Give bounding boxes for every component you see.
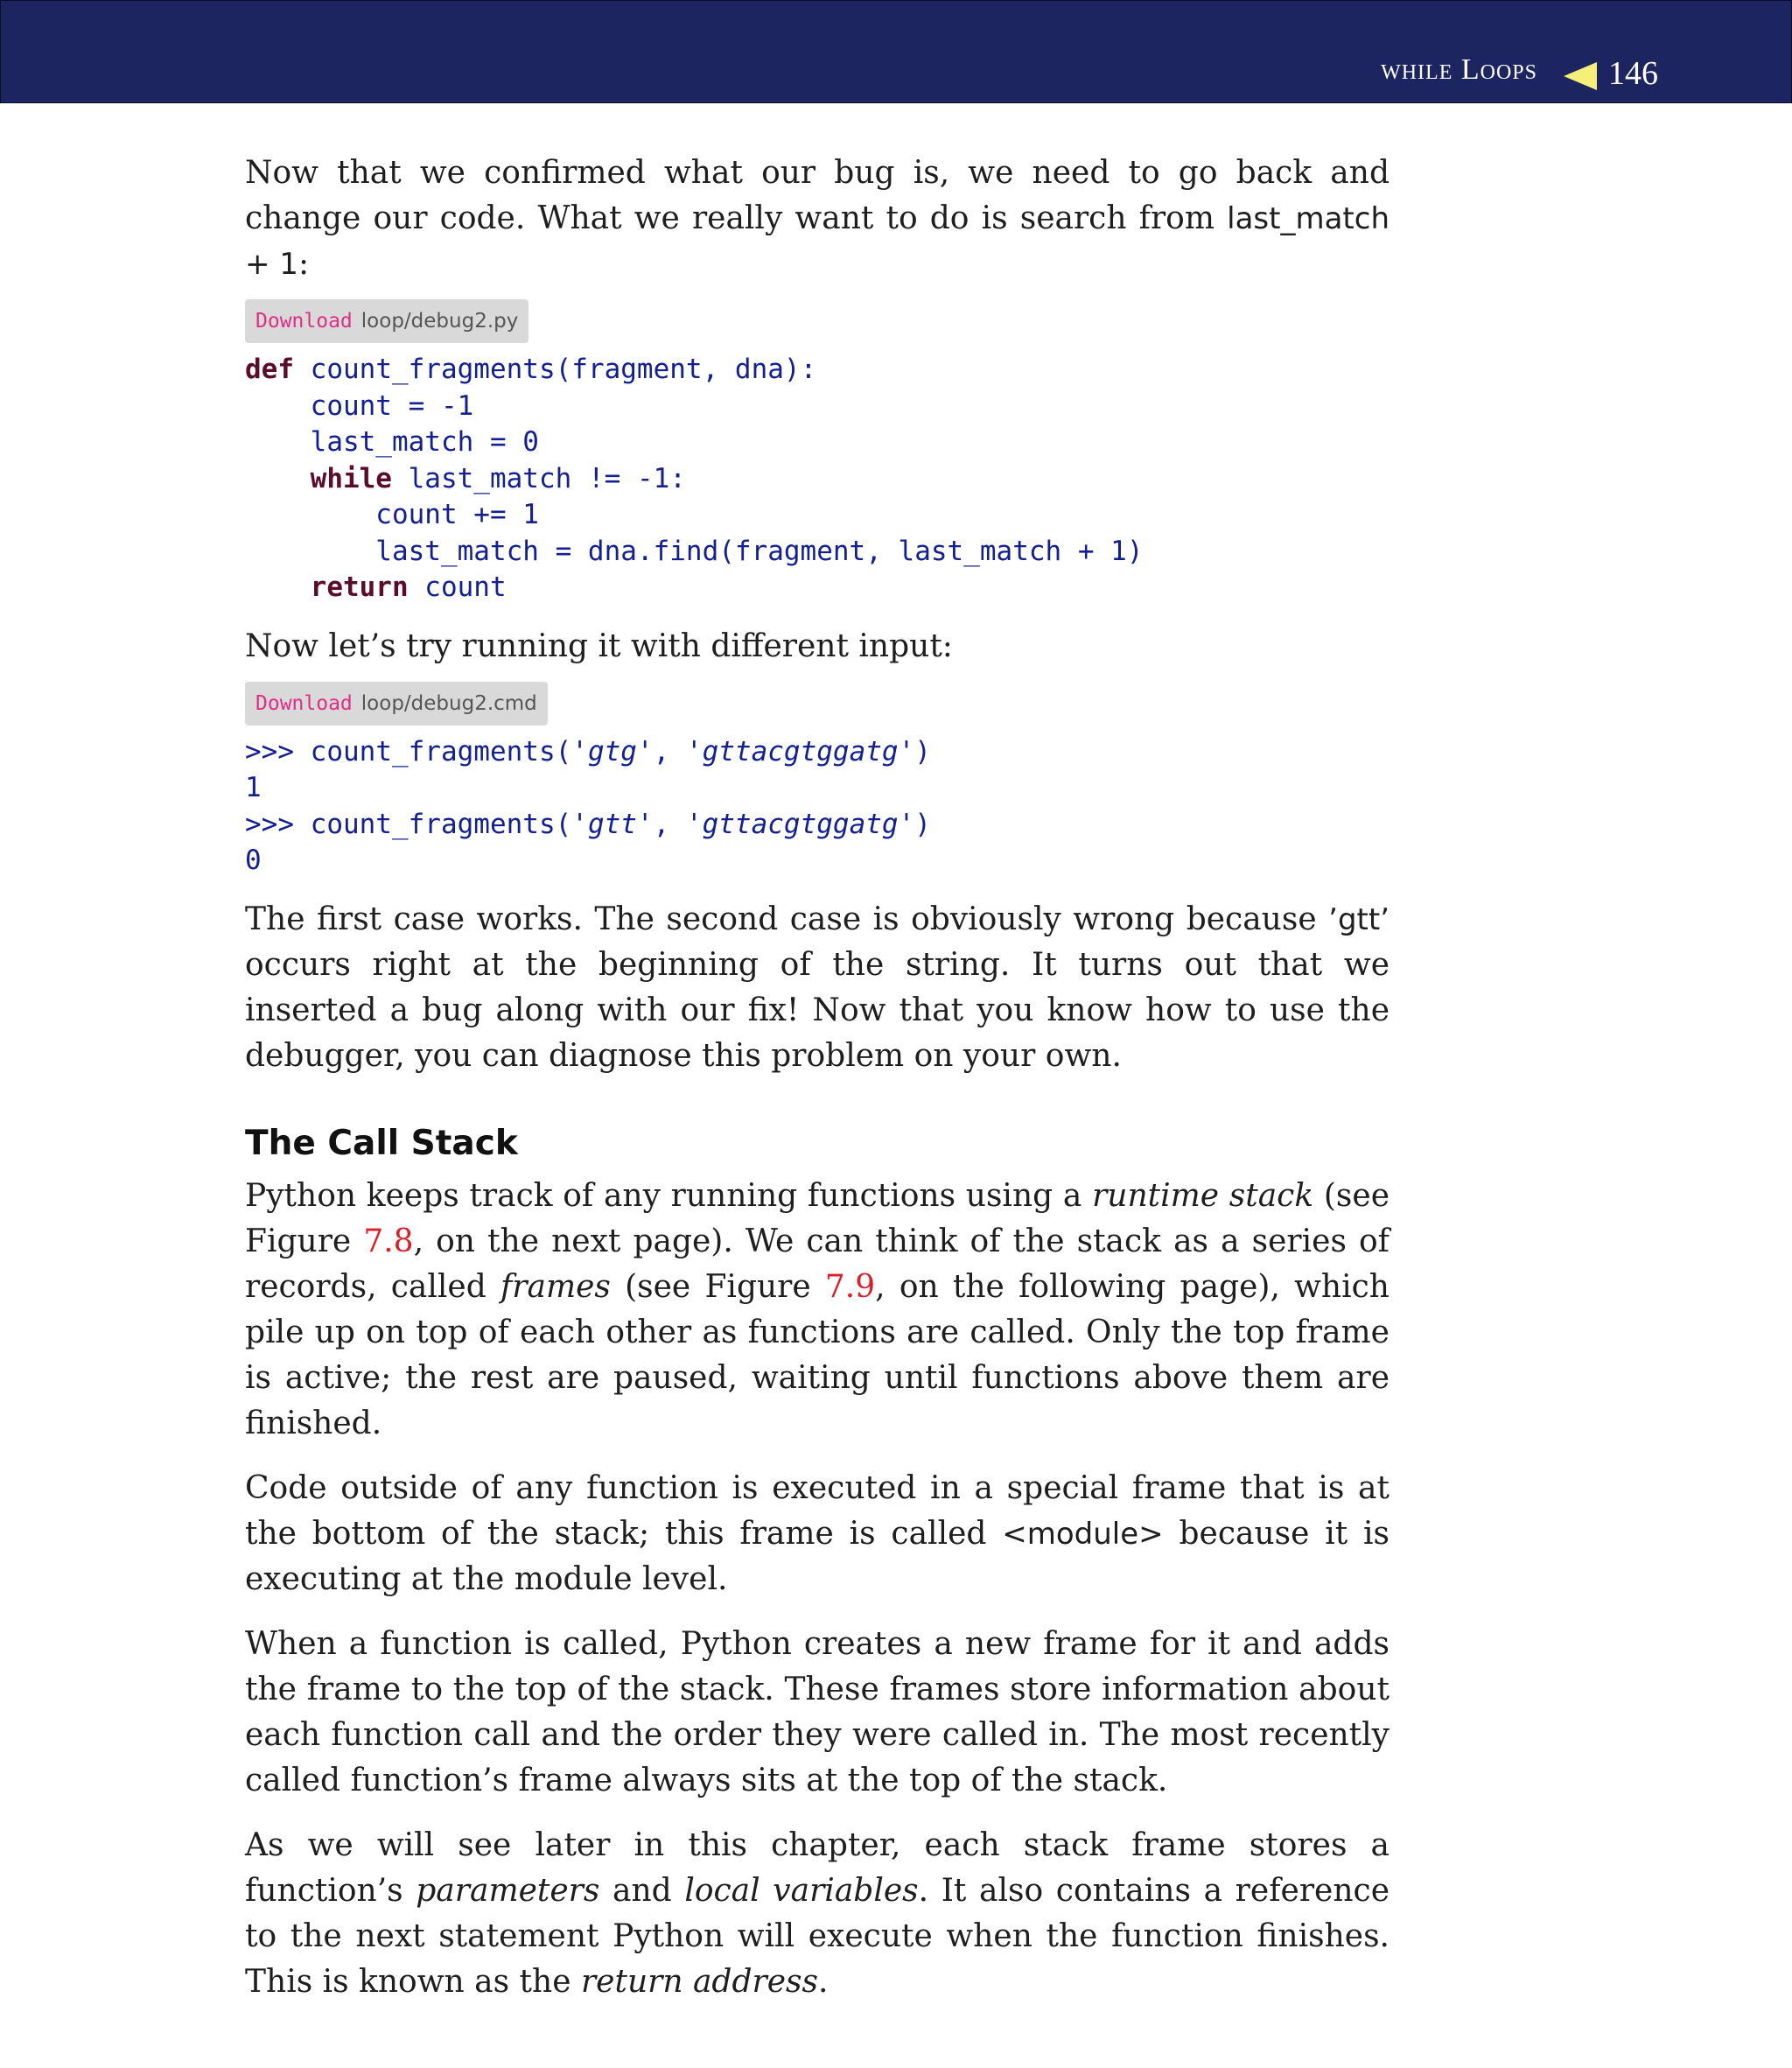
inline-code: last_match + 1 bbox=[245, 201, 1390, 282]
code-indent bbox=[245, 571, 311, 603]
page-body bbox=[245, 151, 1390, 2005]
download-path: loop/debug2.cmd bbox=[360, 691, 537, 715]
inline-code: <module> bbox=[1002, 1516, 1164, 1552]
code-keyword: while bbox=[310, 462, 392, 494]
section-heading: The Call Stack bbox=[245, 1123, 518, 1163]
text-run: : bbox=[298, 246, 310, 282]
figure-link[interactable]: 7.9 bbox=[824, 1268, 876, 1305]
code-string: 'gtt' bbox=[571, 808, 654, 840]
text-run: Code outside of any function is executed in a special frame that is at the bottom of the stack; this frame is called bbox=[245, 1469, 1390, 1552]
code-string: 'gttacgtggatg' bbox=[685, 735, 915, 768]
download-label: Download bbox=[256, 310, 353, 333]
code-text: count bbox=[408, 571, 507, 603]
section-title: while Loops bbox=[1381, 53, 1537, 86]
emphasis: runtime stack bbox=[1092, 1177, 1314, 1214]
code-listing-debug2-cmd bbox=[245, 734, 1390, 880]
code-listing-debug2-py bbox=[245, 352, 1390, 606]
download-label: Download bbox=[256, 691, 353, 715]
code-text: >>> count_fragments( bbox=[245, 808, 572, 840]
text-run: The first case works. The second case is obviously wrong because bbox=[245, 901, 1329, 937]
download-path: loop/debug2.py bbox=[360, 310, 519, 333]
emphasis: parameters bbox=[416, 1872, 600, 1909]
code-indent bbox=[245, 463, 311, 494]
text-run: Now that we confirmed what our bug is, we need to go back and change our code. What we really want to do is search from bbox=[245, 155, 1390, 236]
emphasis: return address bbox=[580, 1963, 818, 2000]
text-run: (see Figure bbox=[610, 1268, 825, 1305]
text-run: and bbox=[599, 1872, 685, 1909]
text-run: (see Figure bbox=[245, 1177, 1390, 1259]
paragraph-module-frame bbox=[245, 1466, 1390, 1602]
text-run: Python keeps track of any running functions using a bbox=[245, 1177, 1093, 1214]
paragraph-new-frame: When a function is called, Python creates a new frame for it and adds the frame to the top of the stack. These frames store information about each function call and the order they were called in. The most recently called function’s frame always sits at the top of the stack. bbox=[245, 1625, 1390, 1798]
text-run: because it is executing at the module level. bbox=[245, 1515, 1390, 1597]
code-text: last_match = dna.find(fragment, last_match + 1) bbox=[245, 535, 1144, 567]
emphasis: frames bbox=[500, 1268, 611, 1305]
download-link[interactable] bbox=[245, 682, 548, 726]
code-output: 1 bbox=[245, 772, 262, 803]
code-text: count_fragments(fragment, dna): bbox=[294, 354, 817, 385]
code-text: count += 1 bbox=[245, 499, 539, 530]
code-text: >>> count_fragments( bbox=[245, 735, 572, 768]
code-keyword: def bbox=[245, 354, 294, 385]
code-output: 0 bbox=[245, 845, 262, 876]
paragraph-try-input: Now let’s try running it with different input: bbox=[245, 627, 953, 664]
text-run: . It also contains a reference to the next statement Python will execute when the function finishes. This is known as the bbox=[245, 1872, 1390, 2000]
inline-code: ’gtt’ bbox=[1328, 901, 1390, 937]
emphasis: local variables bbox=[684, 1872, 919, 1909]
code-text: ) bbox=[914, 735, 931, 768]
code-text: , bbox=[653, 808, 686, 840]
text-run: , on the following page), which pile up on top of each other as functions are called. Only the top frame is active; the rest are paused, waiting until functions above them are finished. bbox=[245, 1268, 1390, 1441]
text-run: As we will see later in this chapter, each stack frame stores a function’s bbox=[245, 1826, 1390, 1909]
download-row bbox=[245, 299, 1390, 343]
paragraph-fix-intro bbox=[245, 151, 1390, 287]
download-row bbox=[245, 682, 1390, 726]
code-text: last_match = 0 bbox=[245, 426, 539, 458]
code-text: ) bbox=[914, 808, 931, 840]
back-arrow-icon[interactable] bbox=[1564, 62, 1597, 90]
text-run: , on the next page). We can think of the stack as a series of records, called bbox=[245, 1223, 1390, 1305]
code-string: 'gttacgtggatg' bbox=[685, 808, 915, 840]
paragraph-runtime-stack bbox=[245, 1174, 1390, 1447]
text-run: occurs right at the beginning of the string. It turns out that we inserted a bug along with our fix! Now that you know how to use the debugger, you can diagnose this problem on your own. bbox=[245, 946, 1390, 1074]
text-run: . bbox=[818, 1963, 829, 2000]
figure-link[interactable]: 7.8 bbox=[363, 1223, 414, 1259]
paragraph-first-case bbox=[245, 897, 1390, 1079]
paragraph-frame-contents bbox=[245, 1823, 1390, 2005]
code-keyword: return bbox=[310, 571, 409, 603]
download-link[interactable] bbox=[245, 299, 528, 343]
code-text: , bbox=[653, 735, 686, 768]
page-number: 146 bbox=[1608, 55, 1658, 92]
code-string: 'gtg' bbox=[571, 735, 654, 768]
running-header bbox=[0, 0, 1792, 103]
code-text: last_match != -1: bbox=[391, 462, 686, 494]
code-text: count = -1 bbox=[245, 389, 474, 422]
